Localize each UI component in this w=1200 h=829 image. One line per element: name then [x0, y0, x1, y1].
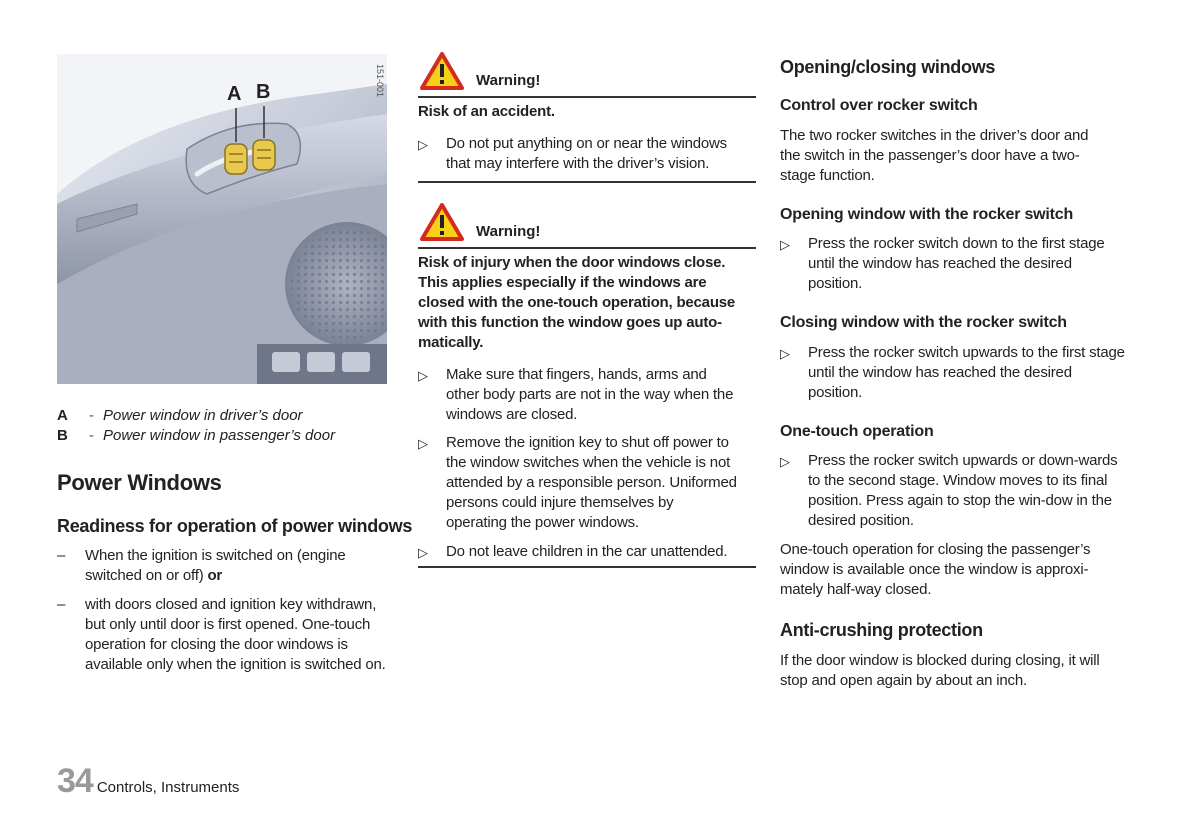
control-heading: Control over rocker switch	[780, 97, 978, 114]
warning-triangle-icon	[420, 52, 464, 95]
warning-triangle-icon	[420, 203, 464, 246]
list-item: ▷ Make sure that fingers, hands, arms and other body parts are not in the way when the windows are closed.	[418, 366, 734, 423]
rocker-switch-b	[253, 140, 275, 170]
control-text: The two rocker switches in the driver’s door and the switch in the passenger’s door have a two-stage function.	[780, 127, 1089, 184]
divider	[418, 181, 756, 183]
readiness-heading: Readiness for operation of power windows	[57, 516, 413, 536]
warning-header-2	[418, 203, 756, 249]
closing-heading: Closing window with the rocker switch	[780, 314, 1067, 331]
warning-risk: Risk of injury when the door windows close. This applies especially if the windows are closed with the one-touch operation, because with this function the window goes up auto-matically.	[418, 254, 736, 351]
divider	[418, 566, 756, 568]
warning-risk: Risk of an accident.	[418, 103, 555, 120]
anti-crushing-heading: Anti-crushing protection	[780, 620, 983, 640]
list-item: – with doors closed and ignition key withdrawn, but only until door is first opened. One-touch operation for closing the door windows is available only when the ignition is switched on.	[57, 596, 386, 673]
legend-item-a: A - Power window in driver’s door	[57, 407, 303, 424]
one-touch-heading: One-touch operation	[780, 423, 934, 440]
legend-item-b: B - Power window in passenger’s door	[57, 427, 336, 444]
anti-crushing-text: If the door window is blocked during closing, it will stop and open again by about an inch.	[780, 652, 1100, 689]
list-item: – When the ignition is switched on (engine switched on or off) or	[57, 547, 346, 584]
rocker-switch-a	[225, 144, 247, 174]
page-footer	[57, 762, 239, 801]
one-touch-text: One-touch operation for closing the passenger’s window is available once the window is approxi-mately half-way closed.	[780, 541, 1091, 598]
figure-legend	[57, 406, 335, 446]
figure-ref-code: 151-001	[375, 64, 385, 98]
door-panel-illustration	[57, 54, 387, 384]
opening-heading: Opening window with the rocker switch	[780, 206, 1074, 223]
list-item: ▷ Do not leave children in the car unattended.	[418, 543, 728, 560]
section-heading-opening-closing: Opening/closing windows	[780, 57, 996, 77]
list-item: ▷ Press the rocker switch upwards or down-wards to the second stage. Window moves to its final position. Press again to stop the win-dow in the desired position.	[780, 452, 1118, 529]
page-title: Power Windows	[57, 470, 222, 495]
list-item: ▷ Press the rocker switch upwards to the first stage until the window has reached the desired position.	[780, 344, 1125, 401]
section-name: Controls, Instruments	[96, 779, 240, 796]
warning-label: Warning!	[476, 223, 541, 240]
figure-label-a: A	[227, 83, 242, 105]
list-item: ▷ Remove the ignition key to shut off power to the window switches when the vehicle is not attended by a responsible person. Uniformed persons could injure themselves by operating the power windows.	[418, 434, 737, 531]
page-number: 34	[57, 762, 93, 800]
list-item: ▷ Do not put anything on or near the windows that may interfere with the driver’s vision.	[418, 135, 727, 172]
warning-label: Warning!	[476, 72, 541, 89]
figure-label-b: B	[256, 81, 271, 103]
warning-header-1	[418, 52, 756, 98]
list-item: ▷ Press the rocker switch down to the first stage until the window has reached the desired position.	[780, 235, 1105, 292]
